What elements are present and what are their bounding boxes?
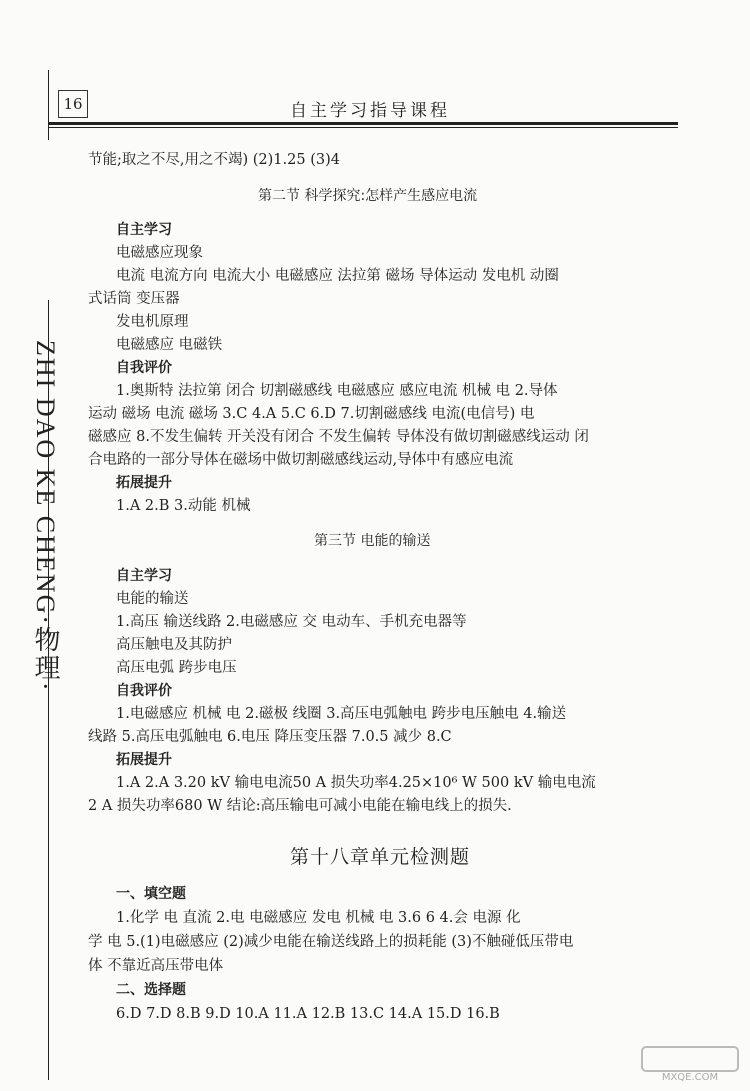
header-rule bbox=[48, 122, 678, 125]
text-line: 运动 磁场 电流 磁场 3.C 4.A 5.C 6.D 7.切割磁感线 电流(电信号) 电 bbox=[88, 406, 535, 422]
text-line: 式话筒 变压器 bbox=[88, 291, 180, 307]
text-line: 学 电 5.(1)电磁感应 (2)减少电能在输送线路上的损耗能 (3)不触碰低压带电 bbox=[88, 934, 574, 950]
text-line: 电磁感应现象 bbox=[116, 245, 203, 261]
text-line: 发电机原理 bbox=[116, 314, 189, 330]
section-heading: 第二节 科学探究:怎样产生感应电流 bbox=[258, 188, 478, 204]
margin-line-top bbox=[48, 70, 49, 140]
text-line: 线路 5.高压电弧触电 6.电压 降压变压器 7.0.5 减少 8.C bbox=[88, 729, 452, 745]
text-line: 合电路的一部分导体在磁场中做切割磁感线运动,导体中有感应电流 bbox=[88, 452, 514, 468]
text-line: 电能的输送 bbox=[116, 591, 189, 607]
chapter-title: 第十八章单元检测题 bbox=[290, 846, 471, 868]
text-line: 1.A 2.A 3.20 kV 输电电流50 A 损失功率4.25×10⁶ W 500 kV 输电电流 bbox=[116, 775, 596, 791]
text-line: 高压触电及其防护 bbox=[116, 637, 232, 653]
text-line: 1.化学 电 直流 2.电 电磁感应 发电 机械 电 3.6 6 4.会 电源 化 bbox=[116, 910, 521, 926]
text-line: 6.D 7.D 8.B 9.D 10.A 11.A 12.B 13.C 14.A 15.D 16.B bbox=[116, 1006, 500, 1022]
page-number: 16 bbox=[58, 90, 88, 118]
side-running-text: ZHI DAO KE CHENG·物理· bbox=[31, 340, 60, 693]
subheading: 拓展提升 bbox=[116, 475, 172, 491]
section-heading: 第三节 电能的输送 bbox=[314, 533, 431, 549]
text-line: 1.A 2.B 3.动能 机械 bbox=[116, 498, 251, 514]
subheading: 二、选择题 bbox=[116, 982, 186, 998]
subheading: 一、填空题 bbox=[116, 886, 186, 902]
subheading: 拓展提升 bbox=[116, 752, 172, 768]
watermark-text: MXQE.COM bbox=[661, 1072, 719, 1083]
text-line: 1.高压 输送线路 2.电磁感应 交 电动车、手机充电器等 bbox=[116, 614, 467, 630]
watermark-logo bbox=[640, 1045, 740, 1083]
text-line: 1.电磁感应 机械 电 2.磁极 线圈 3.高压电弧触电 跨步电压触电 4.输送 bbox=[116, 706, 567, 722]
text-line: 节能;取之不尽,用之不竭) (2)1.25 (3)4 bbox=[88, 152, 340, 168]
subheading: 自我评价 bbox=[116, 683, 172, 699]
text-line: 电磁感应 电磁铁 bbox=[116, 337, 223, 353]
header-rule-thin bbox=[48, 127, 678, 128]
text-line: 体 不靠近高压带电体 bbox=[88, 958, 224, 974]
text-line: 2 A 损失功率680 W 结论:高压输电可减小电能在输电线上的损失. bbox=[88, 798, 512, 814]
text-line: 1.奥斯特 法拉第 闭合 切割磁感线 电磁感应 感应电流 机械 电 2.导体 bbox=[116, 383, 558, 399]
subheading: 自我评价 bbox=[116, 360, 172, 376]
subheading: 自主学习 bbox=[116, 222, 172, 238]
text-line: 高压电弧 跨步电压 bbox=[116, 660, 237, 676]
running-head: 自主学习指导课程 bbox=[290, 101, 450, 121]
text-line: 磁感应 8.不发生偏转 开关没有闭合 不发生偏转 导体没有做切割磁感线运动 闭 bbox=[88, 429, 589, 445]
text-line: 电流 电流方向 电流大小 电磁感应 法拉第 磁场 导体运动 发电机 动圈 bbox=[116, 268, 559, 284]
subheading: 自主学习 bbox=[116, 568, 172, 584]
